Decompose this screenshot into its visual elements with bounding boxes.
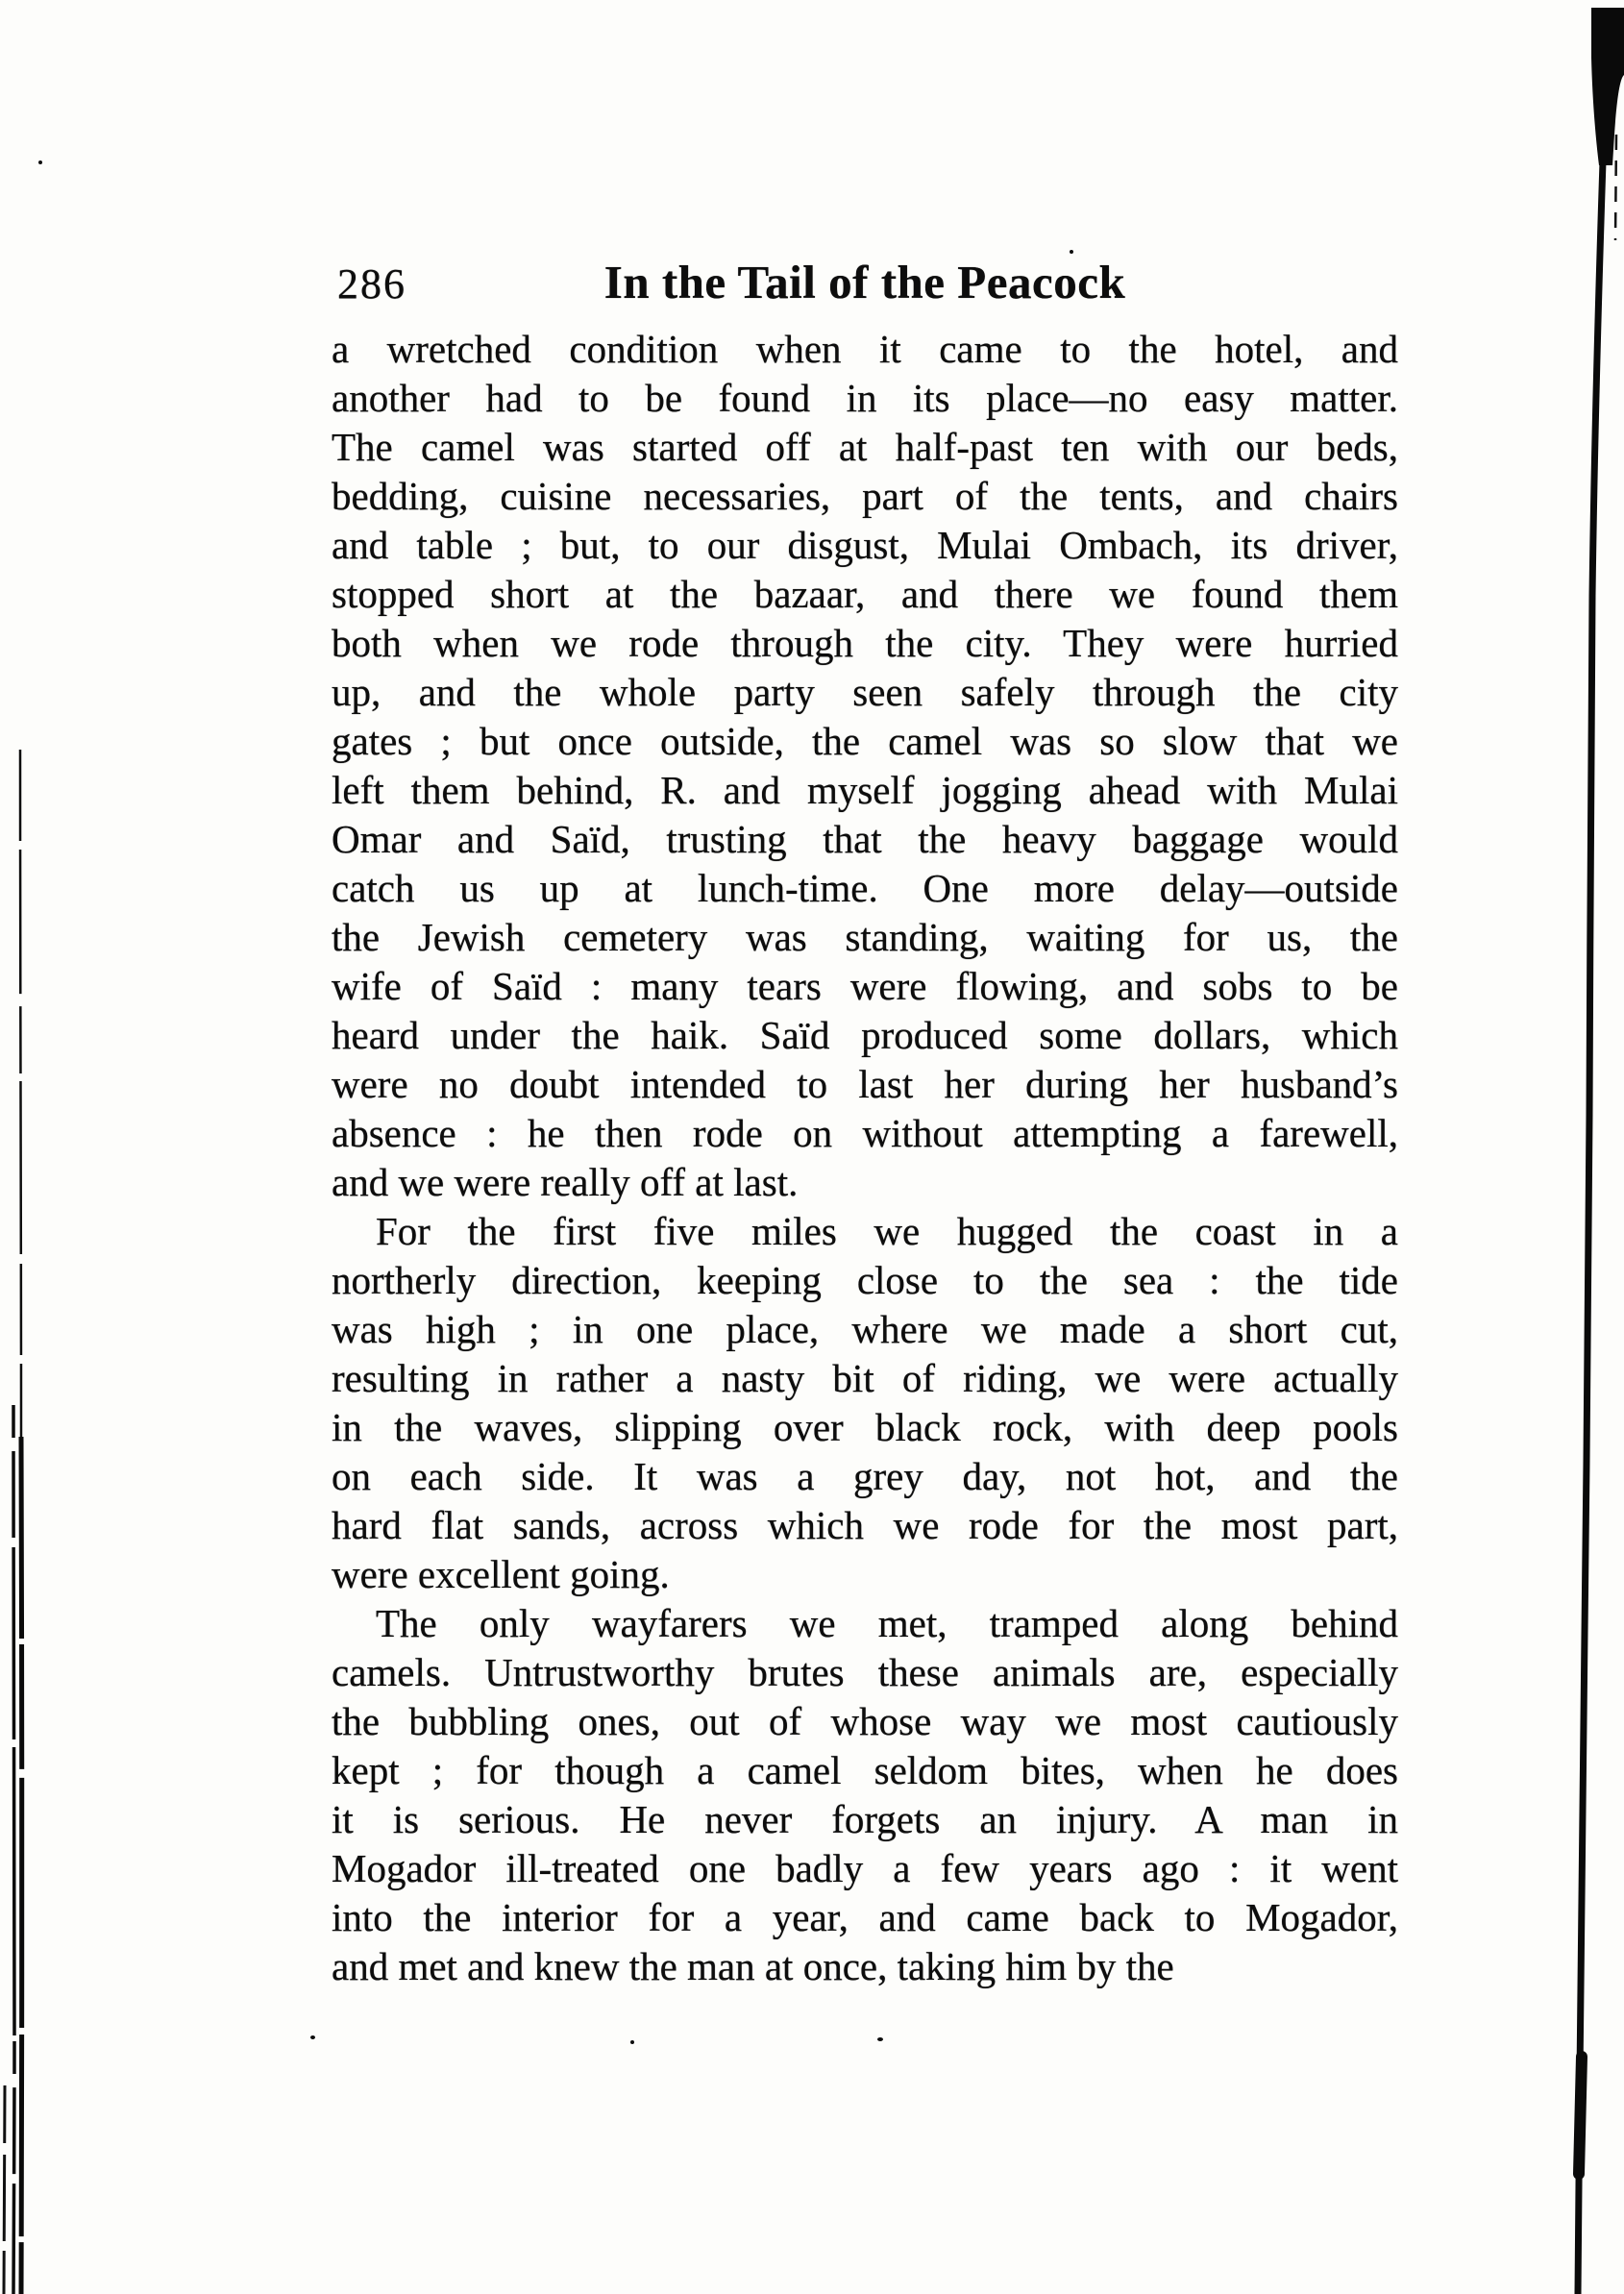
body-text (332, 325, 1398, 1991)
ink-speck (38, 160, 42, 164)
text-line: The camel was started off at half-past ten with our beds, (332, 425, 1398, 469)
text-line: was high ; in one place, where we made a short cut, (332, 1307, 1398, 1351)
text-line: resulting in rather a nasty bit of riding, we were actually (332, 1356, 1398, 1400)
text-line: another had to be found in its place—no easy matter. (332, 376, 1398, 420)
ink-speck (877, 2037, 883, 2041)
text-line: gates ; but once outside, the camel was so slow that we (332, 719, 1398, 763)
scan-edge-left-line-a-lower (21, 1437, 22, 2294)
scan-edge-right-line (1578, 161, 1603, 2294)
text-line: the Jewish cemetery was standing, waiting for us, the (332, 915, 1398, 959)
scan-edge-right-dashes (1615, 135, 1616, 240)
scan-edge-left-line-b (13, 1405, 14, 2294)
running-title: In the Tail of the Peacock (603, 256, 1126, 308)
text-line: wife of Saïd : many tears were flowing, and sobs to be (332, 964, 1398, 1008)
text-line: camels. Untrustworthy brutes these animals are, especially (332, 1650, 1398, 1694)
text-line: The only wayfarers we met, tramped along behind (376, 1601, 1398, 1645)
text-line: in the waves, slipping over black rock, with deep pools (332, 1405, 1398, 1449)
text-line: on each side. It was a grey day, not hot, and the (332, 1454, 1398, 1498)
text-line: a wretched condition when it came to the hotel, and (332, 327, 1398, 371)
text-line: hard flat sands, across which we rode for the most part, (332, 1503, 1398, 1547)
text-line: kept ; for though a camel seldom bites, when he does (332, 1748, 1398, 1792)
text-line: bedding, cuisine necessaries, part of the tents, and chairs (332, 474, 1398, 518)
page-number: 286 (337, 260, 406, 308)
text-line: absence : he then rode on without attempting a farewell, (332, 1111, 1398, 1155)
text-line: and met and knew the man at once, taking him by the (332, 1944, 1174, 1988)
text-line: left them behind, R. and myself jogging ahead with Mulai (332, 768, 1398, 812)
text-line: into the interior for a year, and came back to Mogador, (332, 1895, 1398, 1939)
text-line: and we were really off at last. (332, 1160, 799, 1204)
text-line: Mogador ill-treated one badly a few years ago : it went (332, 1846, 1398, 1890)
text-line: heard under the haik. Saïd produced some dollars, which (332, 1013, 1398, 1057)
page-header (332, 256, 1398, 313)
text-line: Omar and Saïd, trusting that the heavy baggage would (332, 817, 1398, 861)
text-line: were no doubt intended to last her during her husband’s (332, 1062, 1398, 1106)
text-line: both when we rode through the city. They were hurried (332, 621, 1398, 665)
ink-speck (630, 2040, 634, 2044)
scan-edge-left-line-c (4, 2085, 5, 2294)
text-line: northerly direction, keeping close to the sea : the tide (332, 1258, 1398, 1302)
text-line: For the first five miles we hugged the coast in a (376, 1209, 1398, 1253)
text-line: were excellent going. (332, 1552, 670, 1596)
ink-speck (310, 2035, 315, 2039)
text-line: catch us up at lunch-time. One more delay—outside (332, 866, 1398, 910)
text-line: and table ; but, to our disgust, Mulai Ombach, its driver, (332, 523, 1398, 567)
scan-edge-right-blob (1591, 8, 1624, 165)
scan-edge-left-line-a-upper (20, 750, 21, 1437)
scan-edge-right-bulge (1579, 2057, 1582, 2174)
ink-speck (1070, 250, 1073, 254)
text-line: the bubbling ones, out of whose way we most cautiously (332, 1699, 1398, 1743)
text-line: stopped short at the bazaar, and there we found them (332, 572, 1398, 616)
text-line: it is serious. He never forgets an injury. A man in (332, 1797, 1398, 1841)
text-line: up, and the whole party seen safely through the city (332, 670, 1398, 714)
